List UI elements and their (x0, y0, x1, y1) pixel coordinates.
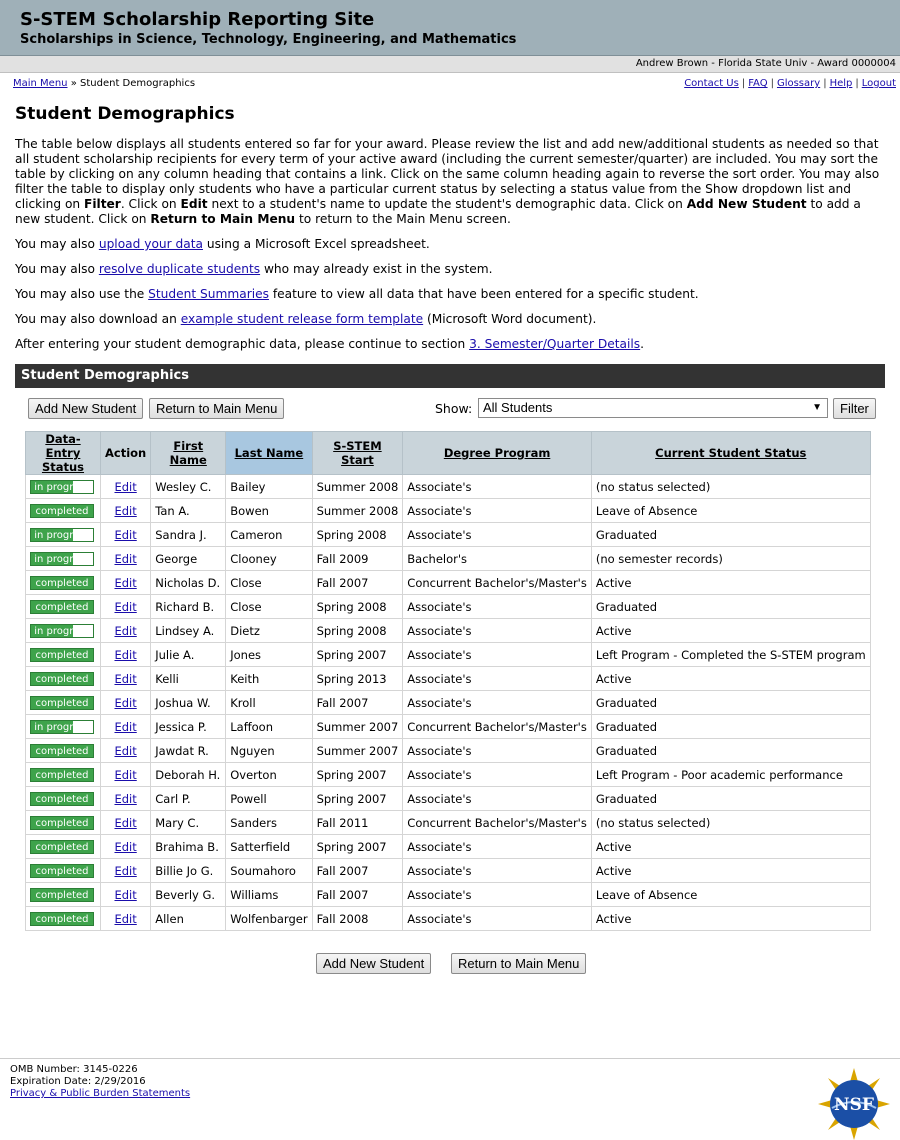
cell-action (101, 883, 151, 907)
cell-action (101, 715, 151, 739)
status-badge: in progress (30, 552, 94, 566)
col-first-name[interactable] (151, 432, 226, 475)
cell-sstem-start: Spring 2013 (312, 667, 403, 691)
cell-status (26, 523, 101, 547)
cell-status (26, 571, 101, 595)
cell-last-name: Jones (226, 643, 312, 667)
status-badge: completed (30, 504, 94, 518)
table-body (26, 475, 871, 931)
table-row (26, 595, 871, 619)
cell-action (101, 907, 151, 931)
cell-status (26, 619, 101, 643)
intro-text-part: next to a student's name to update the student's demographic data. Click on (207, 197, 687, 211)
cell-first-name: Wesley C. (151, 475, 226, 499)
table-row (26, 619, 871, 643)
add-new-student-button-bottom[interactable]: Add New Student (316, 953, 431, 974)
faq-link[interactable]: FAQ (748, 78, 768, 89)
cell-first-name: Jessica P. (151, 715, 226, 739)
cell-degree-program: Associate's (403, 619, 592, 643)
filter-button[interactable]: Filter (833, 398, 876, 419)
status-badge: in progress (30, 624, 94, 638)
edit-link[interactable]: Edit (114, 503, 137, 518)
intro-bold-add: Add New Student (686, 197, 807, 211)
cell-degree-program: Concurrent Bachelor's/Master's (403, 811, 592, 835)
cell-last-name: Keith (226, 667, 312, 691)
sort-last-name-link[interactable]: Last Name (234, 446, 304, 460)
site-header (0, 0, 900, 56)
cell-last-name: Soumahoro (226, 859, 312, 883)
intro-text-part: to add a new student. Click on (15, 197, 861, 226)
cell-status (26, 883, 101, 907)
dropdown-arrow-icon: ▼ (812, 402, 822, 413)
cell-sstem-start: Fall 2007 (312, 883, 403, 907)
status-badge: completed (30, 672, 94, 686)
cell-first-name: Nicholas D. (151, 571, 226, 595)
cell-degree-program: Associate's (403, 475, 592, 499)
cell-degree-program: Associate's (403, 907, 592, 931)
cell-status (26, 499, 101, 523)
cell-action (101, 547, 151, 571)
cell-last-name: Clooney (226, 547, 312, 571)
glossary-link[interactable]: Glossary (776, 78, 821, 89)
table-row (26, 835, 871, 859)
intro-text (15, 137, 885, 362)
cell-first-name: Carl P. (151, 787, 226, 811)
cell-last-name: Laffoon (226, 715, 312, 739)
status-badge: completed (30, 648, 94, 662)
cell-action (101, 571, 151, 595)
help-link[interactable]: Help (829, 78, 853, 89)
cell-current-status: Graduated (591, 739, 870, 763)
cell-sstem-start: Spring 2007 (312, 835, 403, 859)
status-badge: completed (30, 576, 94, 590)
status-badge: in progress (30, 528, 94, 542)
status-badge: completed (30, 840, 94, 854)
cell-first-name: Beverly G. (151, 883, 226, 907)
text-part: (Microsoft Word document). (423, 312, 597, 326)
cell-action (101, 787, 151, 811)
link-separator: | (741, 78, 746, 89)
table-row (26, 691, 871, 715)
text-part: You may also use the (15, 287, 149, 301)
semester-details-link[interactable]: 3. Semester/Quarter Details (469, 337, 641, 351)
cell-sstem-start: Spring 2007 (312, 643, 403, 667)
cell-last-name: Williams (226, 883, 312, 907)
cell-sstem-start: Fall 2008 (312, 907, 403, 931)
cell-sstem-start: Spring 2007 (312, 787, 403, 811)
intro-bold-filter: Filter (84, 197, 121, 211)
continue-paragraph (15, 337, 885, 352)
privacy-statements-link[interactable]: Privacy & Public Burden Statements (10, 1088, 191, 1099)
cell-sstem-start: Spring 2008 (312, 595, 403, 619)
cell-first-name: Deborah H. (151, 763, 226, 787)
cell-last-name: Dietz (226, 619, 312, 643)
table-row (26, 643, 871, 667)
cell-sstem-start: Fall 2007 (312, 691, 403, 715)
edit-link[interactable]: Edit (114, 887, 137, 902)
cell-action (101, 595, 151, 619)
upload-paragraph (15, 237, 885, 252)
cell-status (26, 475, 101, 499)
cell-first-name: Richard B. (151, 595, 226, 619)
cell-current-status: (no status selected) (591, 475, 870, 499)
status-badge: completed (30, 600, 94, 614)
col-sstem-start[interactable] (312, 432, 403, 475)
table-row (26, 715, 871, 739)
cell-status (26, 763, 101, 787)
cell-status (26, 907, 101, 931)
cell-sstem-start: Fall 2007 (312, 859, 403, 883)
text-part: You may also (15, 262, 99, 276)
sort-status-link[interactable] (42, 432, 84, 474)
col-degree-program[interactable] (403, 432, 592, 475)
cell-last-name: Close (226, 595, 312, 619)
logout-link[interactable]: Logout (861, 78, 896, 89)
cell-sstem-start: Fall 2011 (312, 811, 403, 835)
status-filter-value: All Students (483, 400, 553, 415)
summaries-paragraph (15, 287, 885, 302)
cell-first-name: George (151, 547, 226, 571)
intro-paragraph (15, 137, 885, 227)
table-row (26, 859, 871, 883)
expiration-date: Expiration Date: 2/29/2016 (10, 1076, 146, 1087)
nsf-logo-icon (818, 1068, 890, 1140)
cell-current-status: Graduated (591, 595, 870, 619)
status-badge: completed (30, 792, 94, 806)
cell-current-status: Active (591, 859, 870, 883)
table-row (26, 523, 871, 547)
cell-current-status: Leave of Absence (591, 499, 870, 523)
cell-last-name: Overton (226, 763, 312, 787)
release-form-template-link[interactable]: example student release form template (180, 312, 424, 326)
cell-current-status: Active (591, 667, 870, 691)
footer-text (10, 1064, 190, 1100)
cell-degree-program: Associate's (403, 739, 592, 763)
edit-link[interactable]: Edit (114, 911, 137, 926)
students-table (25, 431, 871, 931)
cell-current-status: Leave of Absence (591, 883, 870, 907)
cell-status (26, 859, 101, 883)
cell-current-status: Graduated (591, 787, 870, 811)
cell-degree-program: Concurrent Bachelor's/Master's (403, 571, 592, 595)
page-footer (0, 1058, 900, 1099)
cell-degree-program: Associate's (403, 763, 592, 787)
duplicates-paragraph (15, 262, 885, 277)
edit-link[interactable]: Edit (114, 671, 137, 686)
cell-status (26, 547, 101, 571)
table-row (26, 763, 871, 787)
sort-sstem-start-link[interactable]: S-STEM Start (333, 439, 382, 467)
cell-action (101, 667, 151, 691)
top-links (684, 78, 896, 89)
table-row (26, 787, 871, 811)
cell-degree-program: Associate's (403, 835, 592, 859)
table-header-row (26, 432, 871, 475)
cell-last-name: Nguyen (226, 739, 312, 763)
header-text: Data-Entry (45, 432, 81, 460)
cell-degree-program: Associate's (403, 499, 592, 523)
cell-first-name: Brahima B. (151, 835, 226, 859)
cell-degree-program: Associate's (403, 523, 592, 547)
cell-degree-program: Associate's (403, 643, 592, 667)
cell-status (26, 691, 101, 715)
release-form-paragraph (15, 312, 885, 327)
status-badge: completed (30, 744, 94, 758)
cell-degree-program: Bachelor's (403, 547, 592, 571)
breadcrumb (13, 78, 195, 89)
cell-current-status: Active (591, 571, 870, 595)
cell-degree-program: Associate's (403, 667, 592, 691)
edit-link[interactable]: Edit (114, 839, 137, 854)
status-badge: completed (30, 912, 94, 926)
cell-sstem-start: Fall 2009 (312, 547, 403, 571)
cell-first-name: Kelli (151, 667, 226, 691)
table-row (26, 739, 871, 763)
cell-current-status: Graduated (591, 691, 870, 715)
cell-action (101, 763, 151, 787)
cell-sstem-start: Summer 2008 (312, 499, 403, 523)
table-row (26, 547, 871, 571)
cell-last-name: Sanders (226, 811, 312, 835)
edit-link[interactable]: Edit (114, 599, 137, 614)
edit-link[interactable]: Edit (114, 767, 137, 782)
cell-action (101, 859, 151, 883)
cell-sstem-start: Summer 2008 (312, 475, 403, 499)
cell-action (101, 523, 151, 547)
text-part: After entering your student demographic data, please continue to section (15, 337, 470, 351)
text-part: using a Microsoft Excel spreadsheet. (202, 237, 430, 251)
intro-bold-return: Return to Main Menu (150, 212, 296, 226)
return-main-menu-button-bottom[interactable]: Return to Main Menu (451, 953, 586, 974)
cell-status (26, 643, 101, 667)
edit-link[interactable]: Edit (114, 479, 137, 494)
cell-last-name: Powell (226, 787, 312, 811)
status-badge: in progress (30, 480, 94, 494)
cell-status (26, 739, 101, 763)
col-last-name[interactable] (226, 432, 312, 475)
show-filter-label: Show: (435, 401, 473, 416)
contact-us-link[interactable]: Contact Us (684, 78, 739, 89)
header-text: Status (41, 460, 85, 474)
intro-bold-edit: Edit (180, 197, 208, 211)
breadcrumb-separator: » (70, 78, 77, 89)
logo-text: NSF (834, 1095, 874, 1115)
add-new-student-button[interactable]: Add New Student (28, 398, 143, 419)
text-part: who may already exist in the system. (260, 262, 493, 276)
table-row (26, 883, 871, 907)
status-badge: completed (30, 696, 94, 710)
cell-first-name: Julie A. (151, 643, 226, 667)
cell-sstem-start: Summer 2007 (312, 715, 403, 739)
cell-last-name: Close (226, 571, 312, 595)
edit-link[interactable]: Edit (114, 527, 137, 542)
cell-sstem-start: Spring 2008 (312, 523, 403, 547)
site-subtitle: Scholarships in Science, Technology, Engineering, and Mathematics (20, 32, 517, 47)
edit-link[interactable]: Edit (114, 743, 137, 758)
link-separator: | (770, 78, 774, 89)
link-separator: | (855, 78, 859, 89)
cell-degree-program: Associate's (403, 883, 592, 907)
table-row (26, 499, 871, 523)
page-title: Student Demographics (15, 104, 235, 124)
cell-degree-program: Concurrent Bachelor's/Master's (403, 715, 592, 739)
edit-link[interactable]: Edit (114, 623, 137, 638)
cell-current-status: (no status selected) (591, 811, 870, 835)
table-row (26, 907, 871, 931)
cell-current-status: Graduated (591, 715, 870, 739)
cell-first-name: Allen (151, 907, 226, 931)
cell-status (26, 787, 101, 811)
status-badge: completed (30, 888, 94, 902)
return-main-menu-button[interactable]: Return to Main Menu (149, 398, 284, 419)
cell-status (26, 667, 101, 691)
resolve-duplicates-link[interactable]: resolve duplicate students (98, 262, 261, 276)
link-separator: | (823, 78, 827, 89)
cell-status (26, 595, 101, 619)
cell-first-name: Jawdat R. (151, 739, 226, 763)
table-row (26, 571, 871, 595)
col-current-status[interactable] (591, 432, 870, 475)
cell-action (101, 811, 151, 835)
edit-link[interactable]: Edit (114, 815, 137, 830)
site-title-main: S-STEM (20, 9, 96, 30)
omb-number: OMB Number: 3145-0226 (10, 1064, 138, 1075)
cell-status (26, 715, 101, 739)
cell-last-name: Bailey (226, 475, 312, 499)
intro-text-part: to return to the Main Menu screen. (295, 212, 511, 226)
cell-degree-program: Associate's (403, 595, 592, 619)
sort-first-name-link[interactable]: First Name (169, 439, 207, 467)
cell-action (101, 691, 151, 715)
sort-current-status-link[interactable]: Current Student Status (655, 446, 807, 460)
sort-degree-program-link[interactable]: Degree Program (443, 446, 551, 460)
cell-action (101, 499, 151, 523)
cell-action (101, 475, 151, 499)
upload-data-link[interactable]: upload your data (98, 237, 203, 251)
nav-row (0, 77, 900, 97)
cell-first-name: Mary C. (151, 811, 226, 835)
cell-last-name: Wolfenbarger (226, 907, 312, 931)
table-row (26, 811, 871, 835)
cell-action (101, 619, 151, 643)
cell-last-name: Bowen (226, 499, 312, 523)
breadcrumb-main-menu-link[interactable]: Main Menu (13, 78, 68, 89)
site-title-rest: Scholarship Reporting Site (102, 9, 375, 30)
edit-link[interactable]: Edit (114, 647, 137, 662)
cell-action (101, 739, 151, 763)
table-row (26, 667, 871, 691)
cell-current-status: Active (591, 619, 870, 643)
cell-current-status: Graduated (591, 523, 870, 547)
cell-first-name: Joshua W. (151, 691, 226, 715)
cell-degree-program: Associate's (403, 787, 592, 811)
edit-link[interactable]: Edit (114, 719, 137, 734)
cell-last-name: Satterfield (226, 835, 312, 859)
cell-first-name: Tan A. (151, 499, 226, 523)
status-badge: completed (30, 816, 94, 830)
cell-last-name: Kroll (226, 691, 312, 715)
edit-link[interactable]: Edit (114, 863, 137, 878)
cell-current-status: Left Program - Completed the S-STEM program (591, 643, 870, 667)
cell-last-name: Cameron (226, 523, 312, 547)
intro-text-part: The table below displays all students entered so far for your award. Please review the list and add new/additional students as needed so that all student scholarship recipients for every term of your active award (including the current semester/quarter) are included. You may sort the table by clicking on any column heading that contains a link. Click on the same column heading again to reverse the sort order. You may also filter the table to display only students who have a particular current status by selecting a status value from the Show dropdown list and clicking on (15, 137, 880, 211)
breadcrumb-current: Student Demographics (80, 78, 196, 89)
edit-link[interactable]: Edit (114, 551, 137, 566)
cell-sstem-start: Spring 2007 (312, 763, 403, 787)
cell-status (26, 811, 101, 835)
col-data-entry-status[interactable] (26, 432, 101, 475)
edit-link[interactable]: Edit (114, 575, 137, 590)
status-badge: in progress (30, 720, 94, 734)
cell-sstem-start: Spring 2008 (312, 619, 403, 643)
cell-first-name: Sandra J. (151, 523, 226, 547)
cell-degree-program: Associate's (403, 691, 592, 715)
user-info-bar: Andrew Brown - Florida State Univ - Award 0000004 (0, 56, 900, 73)
status-badge: completed (30, 864, 94, 878)
edit-link[interactable]: Edit (114, 695, 137, 710)
cell-first-name: Billie Jo G. (151, 859, 226, 883)
cell-current-status: Left Program - Poor academic performance (591, 763, 870, 787)
status-badge: completed (30, 768, 94, 782)
text-part: You may also download an (15, 312, 181, 326)
cell-current-status: Active (591, 907, 870, 931)
edit-link[interactable]: Edit (114, 791, 137, 806)
cell-action (101, 835, 151, 859)
site-title (20, 8, 900, 31)
cell-status (26, 835, 101, 859)
cell-action (101, 643, 151, 667)
cell-current-status: Active (591, 835, 870, 859)
intro-text-part: . Click on (120, 197, 181, 211)
text-part: feature to view all data that have been entered for a specific student. (268, 287, 699, 301)
status-filter-select[interactable] (478, 398, 828, 418)
section-header: Student Demographics (15, 364, 885, 388)
cell-current-status: (no semester records) (591, 547, 870, 571)
cell-first-name: Lindsey A. (151, 619, 226, 643)
cell-sstem-start: Summer 2007 (312, 739, 403, 763)
student-summaries-link[interactable]: Student Summaries (148, 287, 269, 301)
table-row (26, 475, 871, 499)
cell-sstem-start: Fall 2007 (312, 571, 403, 595)
text-part: You may also (15, 237, 99, 251)
text-part: . (640, 337, 645, 351)
cell-degree-program: Associate's (403, 859, 592, 883)
col-action: Action (101, 432, 151, 475)
